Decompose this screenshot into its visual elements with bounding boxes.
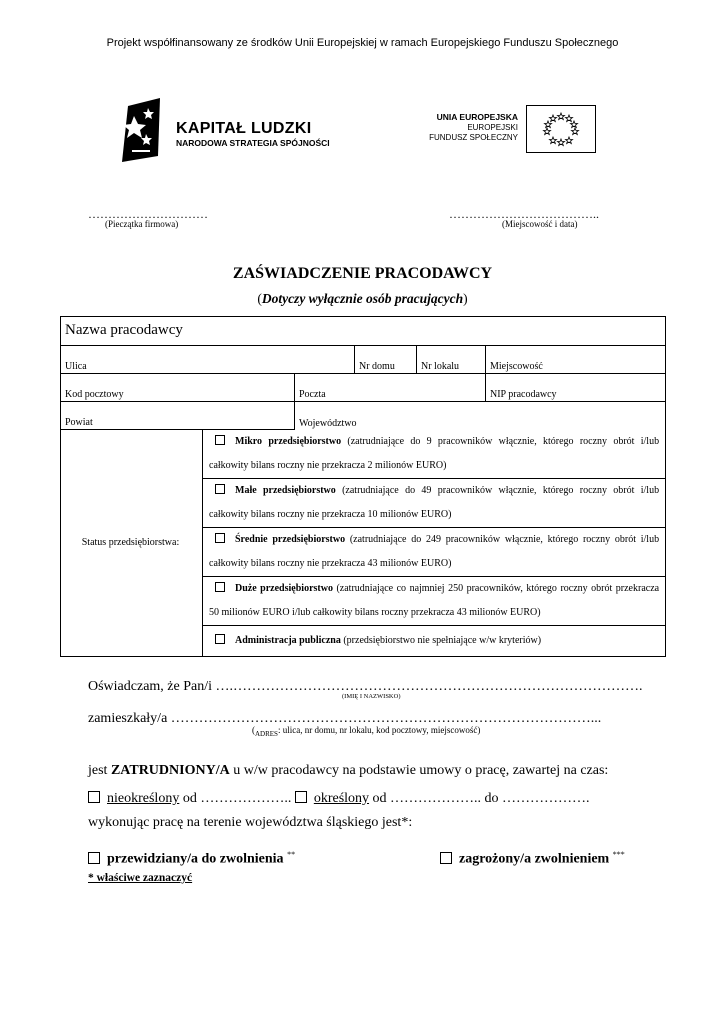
option-small-desc: (zatrudniające do 49 pracowników włącznie, którego roczny obrót i/lub całkowity bilans roczny nie przekracza 10 milionów EURO): [209, 485, 660, 520]
address-hint-open: (: [252, 725, 255, 735]
region-line: wykonując pracę na terenie województwa śląskiego jest*:: [88, 815, 413, 830]
option-medium-name: Średnie przedsiębiorstwo: [235, 534, 346, 545]
option-micro-desc: (zatrudniające do 9 pracowników włącznie, którego roczny obrót i/lub całkowity bilans roczny nie przekracza 2 milionów EURO): [209, 436, 660, 471]
postal-code-field[interactable]: Kod pocztowy: [61, 374, 295, 402]
kapital-ludzki-emblem-icon: [118, 98, 168, 162]
employed-pre: jest: [88, 763, 111, 778]
project-header: Projekt współfinansowany ze środków Unii Europejskiej w ramach Europejskiego Funduszu Społecznego: [106, 37, 619, 49]
contract-type-line: [88, 791, 590, 807]
employed-post: u w/w pracodawcy na podstawie umowy o pracę, zawartej na czas:: [229, 763, 609, 778]
stamp-dots: …………………………: [88, 207, 208, 221]
address-hint-adres: ADRES: [255, 729, 278, 738]
status-option-small[interactable]: [203, 479, 666, 528]
eu-logo: [420, 105, 595, 155]
document-subtitle: [0, 291, 725, 307]
address-hint: [252, 725, 480, 738]
status-label: Status przedsiębiorstwa:: [61, 430, 203, 657]
name-hint: (IMIĘ I NAZWISKO): [342, 693, 401, 700]
nip-field[interactable]: NIP pracodawcy: [486, 374, 666, 402]
county-field[interactable]: Powiat: [61, 402, 295, 430]
eu-logo-text: [420, 112, 518, 143]
eu-line-2: EUROPEJSKI: [467, 123, 518, 132]
option-dismissal[interactable]: [88, 850, 295, 868]
checkbox-micro[interactable]: [215, 435, 225, 445]
document-title: ZAŚWIADCZENIE PRACODAWCY: [232, 265, 493, 282]
employed-word: ZATRUDNIONY/A: [110, 763, 230, 778]
kapital-ludzki-title: KAPITAŁ LUDZKI: [176, 120, 312, 137]
threat-mark: ***: [612, 850, 625, 859]
place-date-dots: ………………………………..: [449, 207, 599, 221]
kapital-ludzki-subtitle: NARODOWA STRATEGIA SPÓJNOŚCI: [176, 138, 330, 148]
threat-label: zagrożony/a zwolnieniem: [459, 851, 610, 867]
employer-name-field[interactable]: Nazwa pracodawcy: [61, 317, 666, 346]
option-threat[interactable]: [440, 850, 625, 868]
indefinite-from: od ………………..: [179, 791, 292, 806]
definite-range: od ……………….. do ……………….: [369, 791, 590, 806]
checkbox-dismissal[interactable]: [88, 852, 100, 864]
street-field[interactable]: Ulica: [61, 346, 355, 374]
option-public-desc: (przedsiębiorstwo nie spełniające w/w kryteriów): [340, 635, 542, 646]
definite-label: określony: [313, 791, 370, 806]
status-option-large[interactable]: [203, 577, 666, 626]
subtitle-text: Dotyczy wyłącznie osób pracujących: [261, 291, 464, 306]
option-small-name: Małe przedsiębiorstwo: [235, 485, 336, 496]
dismissal-label: przewidziany/a do zwolnienia: [107, 851, 284, 867]
indefinite-label: nieokreślony: [107, 791, 180, 806]
subtitle-open: (: [257, 291, 262, 306]
eu-line-1: UNIA EUROPEJSKA: [436, 112, 518, 122]
address-hint-rest: : ulica, nr domu, nr lokalu, kod pocztowy, miejscowość): [277, 725, 481, 735]
employer-form-table: [60, 316, 666, 657]
option-medium-desc: (zatrudniające do 249 pracowników włącznie, którego roczny obrót i/lub całkowity bilans roczny nie przekracza 43 milionów EURO): [209, 534, 660, 569]
checkbox-indefinite[interactable]: [88, 791, 100, 803]
checkbox-definite[interactable]: [295, 791, 307, 803]
option-micro-name: Mikro przedsiębiorstwo: [235, 436, 342, 447]
employment-line: [88, 763, 608, 779]
status-option-medium[interactable]: [203, 528, 666, 577]
dismissal-mark: **: [287, 850, 296, 859]
option-large-name: Duże przedsiębiorstwo: [235, 583, 333, 594]
status-option-public[interactable]: [203, 626, 666, 657]
subtitle-close: ): [463, 291, 468, 306]
status-option-micro[interactable]: [203, 430, 666, 479]
place-date-label: (Miejscowość i data): [502, 219, 578, 229]
checkbox-medium[interactable]: [215, 533, 225, 543]
declaration-name-line: Oświadczam, że Pan/i ….…………………………………………………………………………….: [88, 679, 643, 694]
stamp-label: (Pieczątka firmowa): [105, 219, 179, 229]
option-large-desc: (zatrudniające co najmniej 250 pracowników, którego roczny obrót przekracza 50 milionów EURO i/lub całkowity bilans roczny przekracza 43 milionów EURO): [209, 583, 660, 618]
checkbox-large[interactable]: [215, 582, 225, 592]
checkbox-small[interactable]: [215, 484, 225, 494]
residence-line: zamieszkały/a ………………………………………………………………………………...: [88, 711, 602, 726]
footnote: * właściwe zaznaczyć: [88, 872, 193, 884]
option-public-name: Administracja publiczna: [235, 635, 341, 646]
city-field[interactable]: Miejscowość: [486, 346, 666, 374]
checkbox-threat[interactable]: [440, 852, 452, 864]
kapital-ludzki-logo: [118, 98, 333, 162]
house-number-field[interactable]: Nr domu: [355, 346, 417, 374]
flat-number-field[interactable]: Nr lokalu: [417, 346, 486, 374]
eu-line-3: FUNDUSZ SPOŁECZNY: [429, 133, 518, 142]
checkbox-public[interactable]: [215, 634, 225, 644]
voivodeship-field[interactable]: Województwo: [295, 402, 666, 430]
eu-flag-icon: [526, 105, 596, 153]
post-office-field[interactable]: Poczta: [295, 374, 486, 402]
